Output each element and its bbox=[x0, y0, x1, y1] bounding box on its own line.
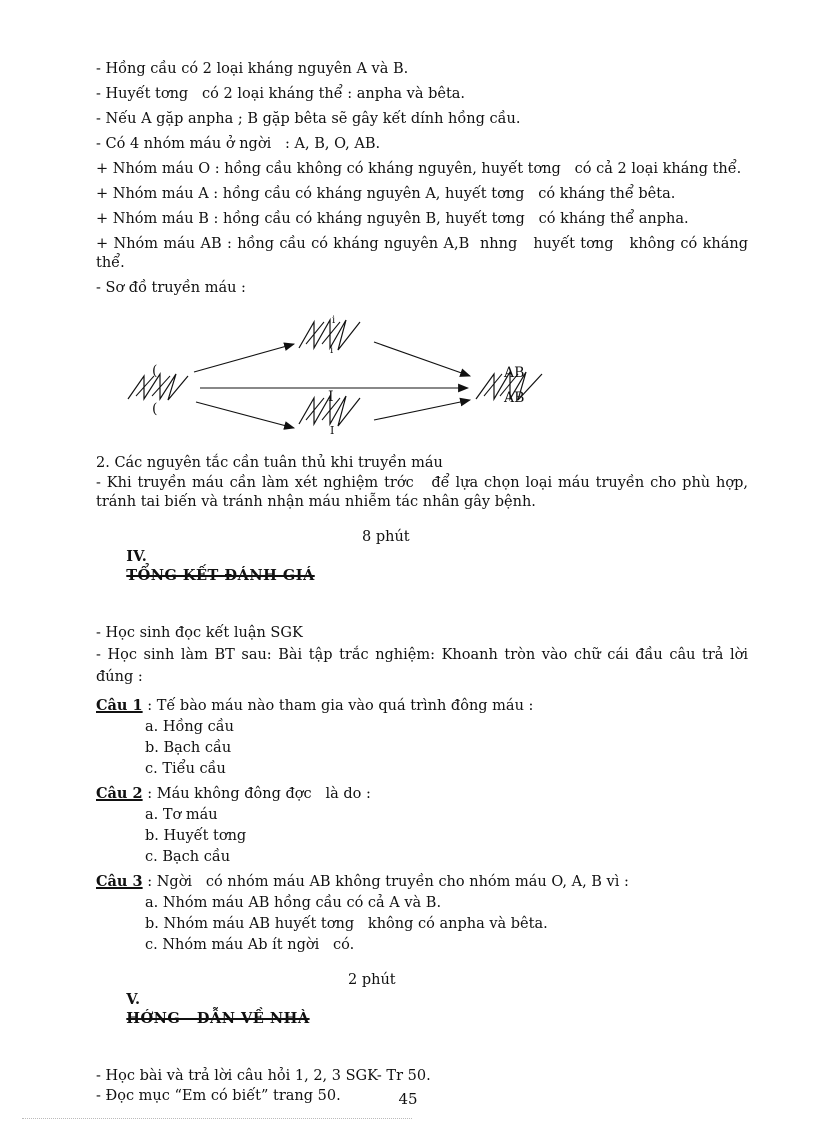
answer-option: b. Bạch cầu bbox=[145, 740, 232, 756]
answer-option: c. Nhóm máu Ab ít ngời có. bbox=[145, 937, 355, 953]
section-iv-time: 8 phút bbox=[362, 529, 410, 545]
text-line: - Có 4 nhóm máu ở ngời : A, B, O, AB. bbox=[96, 136, 381, 152]
text-line: - Nếu A gặp anpha ; B gặp bêta sẽ gây kết dính hồng cầu. bbox=[96, 111, 521, 127]
answer-option: c. Bạch cầu bbox=[145, 849, 231, 865]
text-line: - Hồng cầu có 2 loại kháng nguyên A và B. bbox=[96, 61, 409, 77]
text-line: - Học sinh làm BT sau: Bài tập trắc nghiệm: Khoanh tròn vào chữ cái đầu câu trả lời đúng : bbox=[96, 647, 753, 685]
page-number: 45 bbox=[398, 1090, 418, 1108]
section-v-number: V. bbox=[126, 991, 141, 1008]
node-mid-label: I bbox=[328, 389, 334, 405]
answer-option: b. Huyết tơng bbox=[145, 828, 247, 844]
blood-group-section bbox=[96, 60, 753, 298]
question-prompt bbox=[96, 696, 748, 716]
node-left-label-2: ( bbox=[152, 401, 158, 417]
arrow-bottom-to-right bbox=[374, 400, 470, 420]
section-iv-heading bbox=[96, 528, 748, 623]
document-page bbox=[96, 60, 753, 1107]
text-line: + Nhóm máu A : hồng cầu có kháng nguyên A, huyết tơng có kháng thể bêta. bbox=[96, 186, 676, 202]
question-text: : Ngời có nhóm máu AB không truyền cho nhóm máu O, A, B vì : bbox=[142, 874, 629, 890]
text-line: + Nhóm máu AB : hồng cầu có kháng nguyên A,B nhng huyết tơng không có kháng thể. bbox=[96, 236, 753, 271]
section-v-heading bbox=[96, 971, 748, 1066]
answer-option: a. Tơ máu bbox=[145, 807, 218, 823]
arrow-left-to-top bbox=[194, 344, 294, 372]
answer-option: c. Tiểu cầu bbox=[145, 761, 226, 777]
answer-option: b. Nhóm máu AB huyết tơng không có anpha và bêta. bbox=[145, 916, 548, 932]
question-label: Câu 1 bbox=[96, 697, 143, 714]
question-prompt bbox=[96, 784, 748, 804]
text-line: + Nhóm máu B : hồng cầu có kháng nguyên B, huyết tơng có kháng thể anpha. bbox=[96, 211, 689, 227]
answer-option: a. Nhóm máu AB hồng cầu có cả A và B. bbox=[145, 895, 442, 911]
node-left-glyph bbox=[128, 374, 188, 400]
node-right-label-2: AB bbox=[504, 390, 525, 406]
node-left-label: ( bbox=[152, 363, 158, 379]
question-2 bbox=[96, 784, 748, 867]
text-line: - Học bài và trả lời câu hỏi 1, 2, 3 SGK- Tr 50. bbox=[96, 1068, 431, 1084]
node-bottom-label: I bbox=[330, 424, 335, 437]
question-3 bbox=[96, 872, 748, 955]
section-iv-number: IV. bbox=[126, 548, 147, 565]
arrow-left-to-bottom bbox=[196, 402, 294, 428]
question-label: Câu 2 bbox=[96, 785, 143, 802]
section-v-time: 2 phút bbox=[348, 972, 396, 988]
question-1 bbox=[96, 696, 748, 779]
transfusion-diagram bbox=[96, 304, 748, 444]
text-line: - Đọc mục “Em có biết” trang 50. bbox=[96, 1088, 341, 1104]
question-text: : Tế bào máu nào tham gia vào quá trình đông máu : bbox=[142, 698, 534, 714]
section-v bbox=[96, 971, 748, 1106]
footer-divider bbox=[22, 1118, 412, 1119]
node-top-label-2: i bbox=[330, 345, 334, 356]
text-line: - Huyết tơng có 2 loại kháng thể : anpha và bêta. bbox=[96, 86, 466, 102]
question-label: Câu 3 bbox=[96, 873, 143, 890]
text-line: + Nhóm máu O : hồng cầu không có kháng nguyên, huyết tơng có cả 2 loại kháng thể. bbox=[96, 161, 742, 177]
node-right-label: AB bbox=[504, 365, 525, 381]
principles-title: 2. Các nguyên tắc cần tuân thủ khi truyền máu bbox=[96, 455, 443, 471]
section-iv bbox=[96, 528, 753, 688]
principles-section bbox=[96, 454, 753, 512]
question-text: : Máu không đông đợc là do : bbox=[142, 786, 371, 802]
text-line: - Sơ đồ truyền máu : bbox=[96, 280, 246, 296]
section-v-title: HỚNG DẪN VỀ NHÀ bbox=[126, 1010, 310, 1027]
arrow-top-to-right bbox=[374, 342, 470, 376]
section-iv-title: TỔNG KẾT ĐÁNH GIÁ bbox=[126, 567, 315, 584]
answer-option: a. Hồng cầu bbox=[145, 719, 234, 735]
question-prompt bbox=[96, 872, 748, 892]
transfusion-diagram-svg bbox=[96, 304, 748, 444]
principles-body: - Khi truyền máu cần làm xét nghiệm trớc để lựa chọn loại máu truyền cho phù hợp, tránh tai biến và tránh nhận máu nhiễm tác nhân gây bệnh. bbox=[96, 475, 753, 510]
text-line: - Học sinh đọc kết luận SGK bbox=[96, 625, 303, 641]
node-top-label: i bbox=[332, 315, 336, 326]
